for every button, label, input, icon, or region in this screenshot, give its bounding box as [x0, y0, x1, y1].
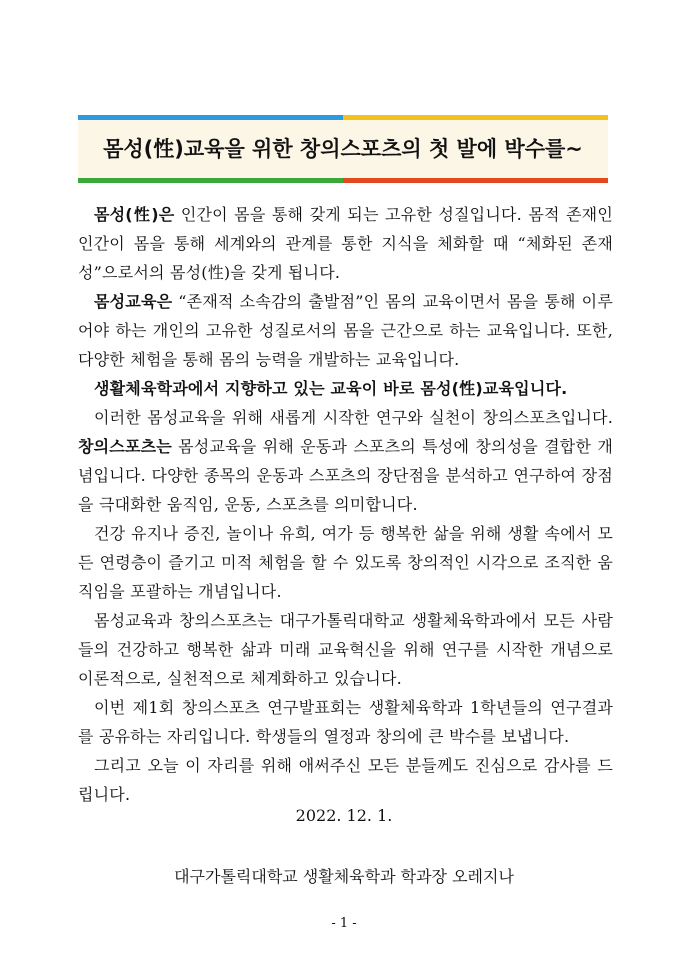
paragraph-7: 이번 제1회 창의스포츠 연구발표회는 생활체육학과 1학년들의 연구결과를 공유하는 자리입니다. 학생들의 열정과 창의에 큰 박수를 보냅니다. — [78, 698, 613, 746]
paragraph-2 — [78, 287, 613, 374]
paragraph-1-text: 인간이 몸을 통해 갖게 되는 고유한 성질입니다. 몸적 존재인 인간이 몸을 통해 세계와의 관계를 통한 지식을 체화할 때 “체화된 존재성”으로서의 몸성(性)을 갖게 됩니다. — [78, 205, 613, 282]
paragraph-5: 건강 유지나 증진, 놀이나 유희, 여가 등 행복한 삶을 위해 생활 속에서 모든 연령층이 즐기고 미적 체험을 할 수 있도록 창의적인 시각으로 조직한 움직임을 포괄하는 개념입니다. — [78, 524, 613, 601]
paragraph-3 — [78, 374, 613, 403]
paragraph-2-bold: 몸성교육은 — [94, 292, 173, 311]
paragraph-4-bold: 창의스포츠는 — [78, 437, 172, 456]
signature: 대구가톨릭대학교 생활체육학과 학과장 오레지나 — [174, 867, 514, 886]
title-banner — [78, 115, 608, 183]
paragraph-4-pre: 이러한 몸성교육을 위해 새롭게 시작한 연구와 실천이 창의스포츠입니다. — [94, 408, 613, 427]
paragraph-1 — [78, 200, 613, 287]
paragraph-1-bold: 몸성(性)은 — [94, 205, 175, 224]
paragraph-4-text: 몸성교육을 위해 운동과 스포츠의 특성에 창의성을 결합한 개념입니다. 다양한 종목의 운동과 스포츠의 장단점을 분석하고 연구하여 장점을 극대화한 움직임, 운동, 스포츠를 의미합니다. — [78, 437, 613, 514]
body-text — [78, 200, 613, 809]
page-number: - 1 - — [331, 916, 357, 931]
document-title: 몸성(性)교육을 위한 창의스포츠의 첫 발에 박수를~ — [103, 137, 583, 161]
title-bar-green — [78, 178, 343, 183]
paragraph-6: 몸성교육과 창의스포츠는 대구가톨릭대학교 생활체육학과에서 모든 사람들의 건강하고 행복한 삶과 미래 교육혁신을 위해 연구를 시작한 개념으로 이론적으로, 실천적으로 체계화하고 있습니다. — [78, 611, 613, 688]
paragraph-4 — [78, 403, 613, 519]
paragraph-8: 그리고 오늘 이 자리를 위해 애써주신 모든 분들께도 진심으로 감사를 드립니다. — [78, 756, 613, 804]
document-date: 2022. 12. 1. — [295, 806, 393, 825]
paragraph-2-text: “존재적 소속감의 출발점”인 몸의 교육이면서 몸을 통해 이루어야 하는 개인의 고유한 성질로서의 몸을 근간으로 하는 교육입니다. 또한, 다양한 체험을 통해 몸의 능력을 개발하는 교육입니다. — [78, 292, 613, 369]
title-bar-red — [343, 178, 608, 183]
paragraph-3-bold: 생활체육학과에서 지향하고 있는 교육이 바로 몸성(性)교육입니다. — [94, 379, 568, 398]
